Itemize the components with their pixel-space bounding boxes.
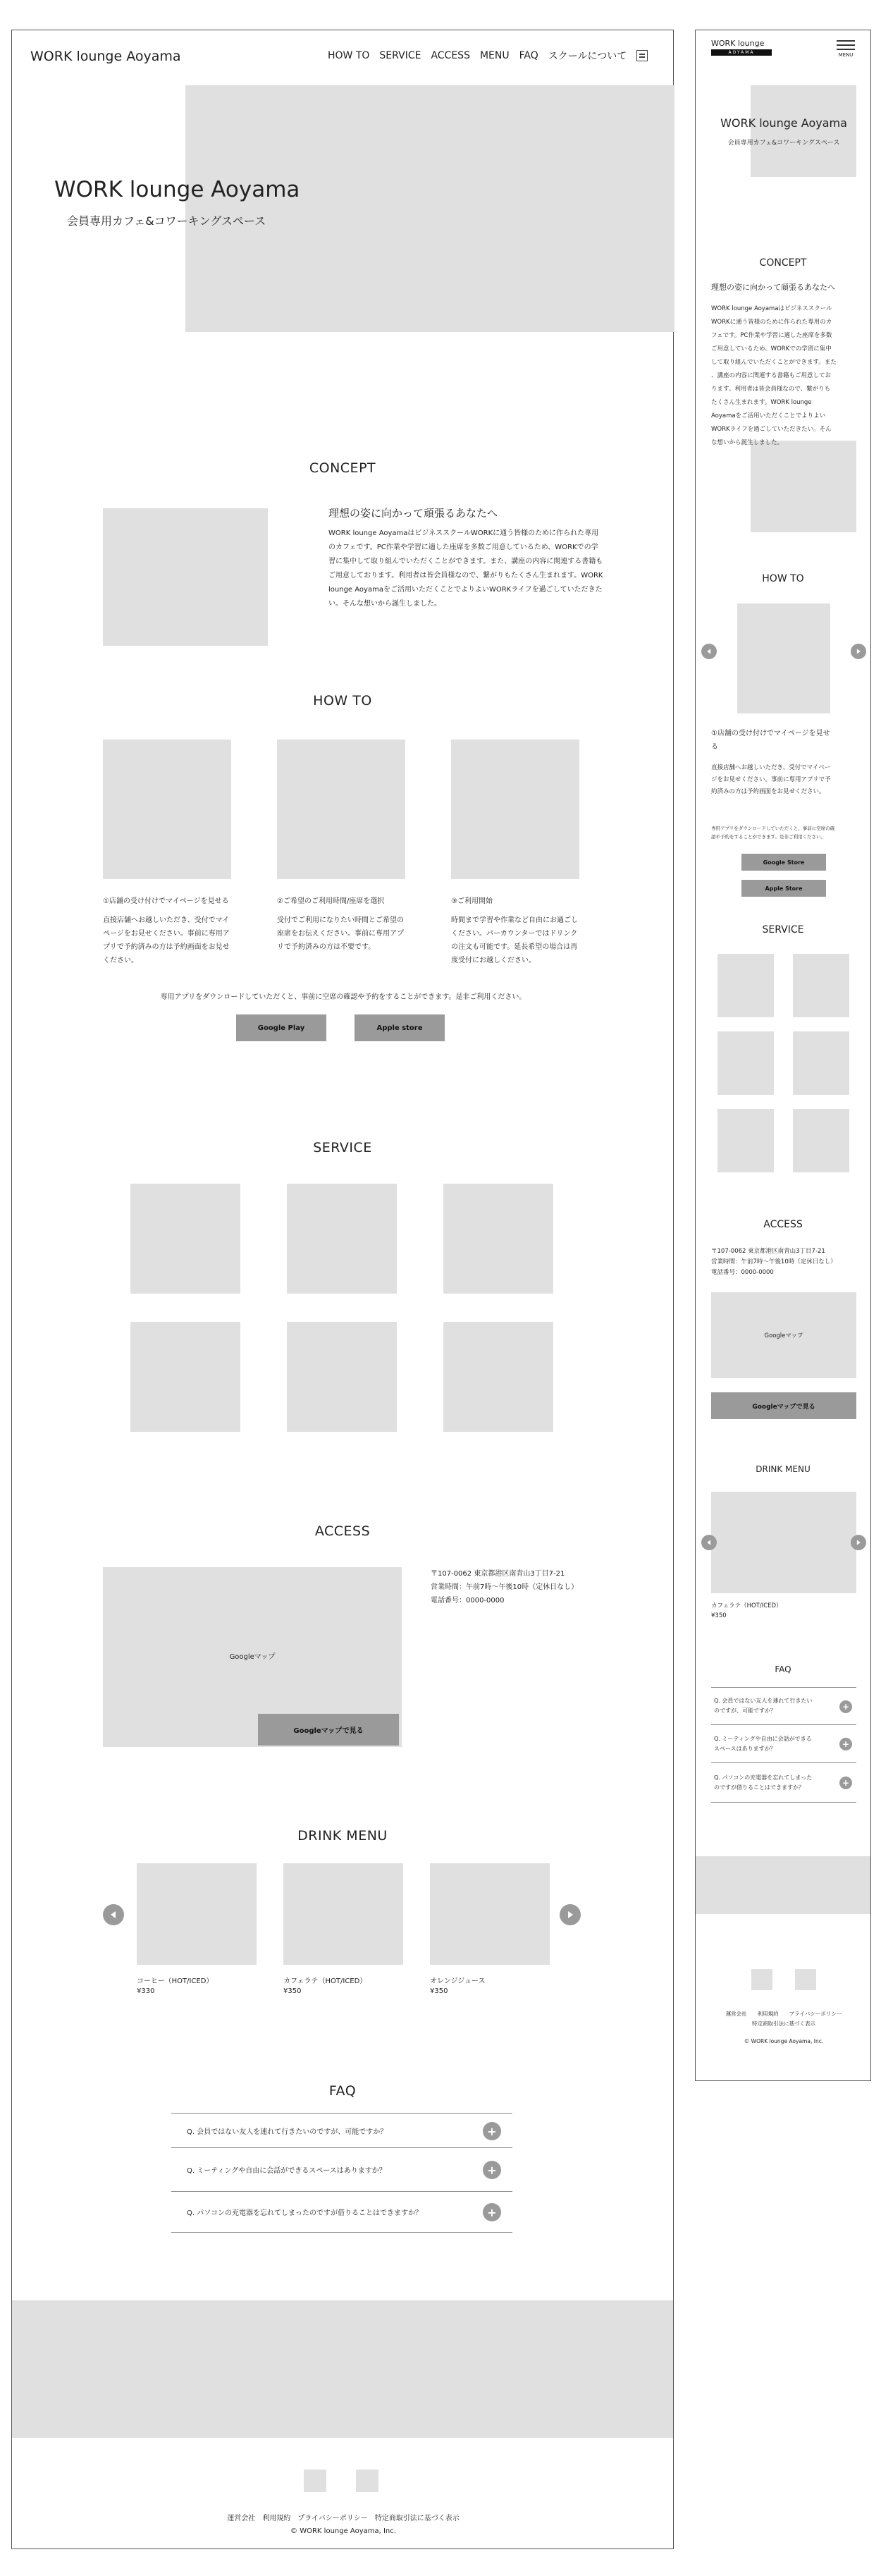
mobile-app-note-line: 専用アプリをダウンロードしていただくと、事前に空席の確	[711, 826, 835, 831]
mobile-concept-line: 、講座の内容に関連する書籍もご用意してお	[711, 372, 832, 379]
plus-icon[interactable]: +	[839, 1777, 852, 1789]
service-tile-2	[287, 1184, 397, 1294]
mobile-faq-line: Q. 会員ではない友人を連れて行きたい	[714, 1698, 813, 1704]
mobile-concept-line: たくさん生まれます。WORK lounge	[711, 399, 812, 406]
mobile-concept-line: WORK lounge Aoyamaはビジネススクール	[711, 305, 832, 312]
footer-copyright: © WORK lounge Aoyama, Inc.	[290, 2527, 396, 2535]
mobile-apple-store-button[interactable]: Apple Store	[741, 880, 826, 897]
drink-price-2: ¥350	[283, 1987, 302, 1995]
service-heading: SERVICE	[313, 1140, 372, 1155]
hamburger-menu-button[interactable]	[834, 40, 858, 66]
howto-step-title-2: ②ご希望のご利用時間/座席を選択	[277, 897, 385, 905]
mobile-concept-body	[711, 302, 862, 450]
chevron-right-icon	[565, 1910, 575, 1920]
drink-image-1	[137, 1863, 257, 1965]
menu-label: MENU	[838, 52, 854, 58]
drink-price-1: ¥330	[137, 1987, 155, 1995]
mobile-service-tile-6	[793, 1109, 849, 1172]
plus-icon[interactable]: +	[483, 2203, 501, 2221]
plus-icon[interactable]: +	[839, 1738, 852, 1750]
mobile-concept-image	[751, 441, 856, 532]
howto-step-body-3: 時間まで学習や作業など自由にお過ごしください。パーカウンターではドリンクの注文も可能です。延長希望の場合は再度受付にお越しください。	[451, 916, 578, 964]
mobile-logo[interactable]	[711, 39, 772, 56]
mobile-service-tile-5	[717, 1109, 774, 1172]
access-phone: 電話番号：0000-0000	[431, 1597, 505, 1605]
google-play-button[interactable]: Google Play	[236, 1014, 326, 1041]
mobile-footer-copyright: © WORK lounge Aoyama, Inc.	[744, 2038, 824, 2044]
mobile-howto-body-line: 約済みの方は予約画面をお見せください。	[711, 788, 825, 795]
mobile-logo-text: WORK lounge	[711, 39, 765, 48]
mobile-logo-sub: AOYAMA	[711, 49, 772, 56]
mobile-footer-banner	[696, 1856, 870, 1914]
mobile-howto-prev[interactable]	[701, 644, 717, 659]
apple-store-button[interactable]: Apple store	[355, 1014, 445, 1041]
mobile-drink-next[interactable]	[851, 1535, 866, 1550]
drink-next-button[interactable]	[560, 1904, 581, 1925]
desktop-nav	[328, 49, 648, 63]
mobile-access-address: 〒107-0062 東京都港区南青山3丁目7-21	[711, 1248, 825, 1255]
mobile-map-button[interactable]: Googleマップで見る	[711, 1392, 856, 1419]
drink-prev-button[interactable]	[103, 1904, 124, 1925]
mobile-howto-body-line: 直接店舗へお越しいただき、受付でマイペー	[711, 764, 831, 771]
faq-item-3[interactable]	[171, 2192, 512, 2233]
howto-image-2	[277, 740, 405, 879]
howto-step-body-1: 直接店舗へお越しいただき、受付でマイページをお見せください。事前に専用アプリで予約済みの方は予約画面をお見せください。	[103, 916, 230, 964]
mobile-access-heading: ACCESS	[763, 1219, 803, 1230]
footer-banner	[12, 2300, 673, 2438]
mobile-page	[695, 30, 871, 2081]
mobile-concept-line: WORKに通う皆様のために作られた専用のカ	[711, 319, 832, 326]
app-note: 専用アプリをダウンロードしていただくと、事前に空席の確認や予約をすることができます。是非ご利用ください。	[160, 993, 526, 1001]
mobile-google-map[interactable]	[711, 1292, 856, 1378]
plus-icon[interactable]: +	[839, 1700, 852, 1713]
mobile-drink-image	[711, 1492, 856, 1593]
nav-howto[interactable]: HOW TO	[328, 50, 370, 61]
mobile-hero-title: WORK lounge Aoyama	[720, 116, 847, 130]
desktop-logo[interactable]: WORK lounge Aoyama	[30, 49, 181, 64]
concept-image	[103, 508, 268, 646]
hero-title: WORK lounge Aoyama	[54, 177, 300, 202]
drink-image-3	[430, 1863, 550, 1965]
mobile-access-hours: 営業時間：午前7時〜午後10時（定休日なし）	[711, 1258, 837, 1265]
mobile-concept-line: フェです。PC作業や学習に適した座席を多数	[711, 332, 832, 339]
mobile-hero-subtitle: 会員専用カフェ&コワーキングスペース	[727, 140, 840, 147]
concept-heading: CONCEPT	[309, 460, 376, 476]
mobile-faq-line: Q. パソコンの充電器を忘れてしまった	[714, 1774, 813, 1781]
mobile-service-heading: SERVICE	[762, 924, 804, 936]
nav-access[interactable]: ACCESS	[431, 50, 470, 61]
mobile-access-phone: 電話番号：0000-0000	[711, 1269, 774, 1276]
howto-step-title-3: ③ご利用開始	[451, 897, 493, 905]
mobile-drink-name: カフェラテ（HOT/ICED）	[711, 1602, 782, 1609]
chevron-left-icon	[706, 648, 713, 655]
drink-image-2	[283, 1863, 403, 1965]
faq-item-2[interactable]	[171, 2148, 512, 2192]
mobile-howto-next[interactable]	[851, 644, 866, 659]
footer-icon-1[interactable]	[304, 2470, 326, 2492]
mobile-google-store-button[interactable]: Google Store	[741, 854, 826, 871]
mobile-concept-title: 理想の姿に向かって頑張るあなたへ	[711, 283, 835, 292]
mobile-drink-prev[interactable]	[701, 1535, 717, 1550]
mobile-footer-links-2[interactable]: 特定商取引法に基づく表示	[752, 2020, 815, 2027]
map-label: Googleマップ	[229, 1653, 276, 1661]
mobile-drink-heading: DRINK MENU	[756, 1464, 811, 1474]
mobile-faq-line: のですが借りることはできますか？	[714, 1784, 804, 1791]
chevron-right-icon	[855, 1539, 862, 1546]
chevron-left-icon	[109, 1910, 118, 1920]
howto-step-title-1: ①店舗の受け付けでマイページを見せる	[103, 897, 229, 905]
mobile-app-note	[711, 824, 834, 841]
mobile-howto-body-line: ジをお見せください。事前に専用アプリで予	[711, 776, 831, 783]
hamburger-icon	[837, 40, 855, 50]
service-tile-3	[443, 1184, 553, 1294]
chevron-left-icon	[706, 1539, 713, 1546]
hero-subtitle: 会員専用カフェ&コワーキングスペース	[67, 214, 266, 228]
mobile-hero-image	[751, 85, 856, 177]
mobile-faq-question-3	[714, 1773, 812, 1793]
mobile-map-label: Googleマップ	[764, 1332, 803, 1339]
mobile-faq-item-1[interactable]	[711, 1687, 856, 1725]
nav-school[interactable]: スクールについて	[548, 51, 627, 62]
mobile-footer-icon-2[interactable]	[795, 1969, 816, 1990]
mobile-concept-line: WORKライフを過ごしていただきたい。そん	[711, 426, 832, 433]
hero-image	[185, 85, 674, 332]
mobile-faq-item-3[interactable]	[711, 1763, 856, 1803]
howto-image-1	[103, 740, 231, 879]
faq-question-3: Q. パソコンの充電器を忘れてしまったのですが借りることはできますか？	[187, 2209, 423, 2217]
mobile-service-tile-3	[717, 1031, 774, 1095]
mobile-footer-icon-1[interactable]	[751, 1969, 772, 1990]
plus-icon[interactable]: +	[483, 2122, 501, 2140]
mobile-faq-line: Q. ミーティングや自由に会話ができる	[714, 1735, 812, 1742]
mobile-faq-line: のですが、可能ですか？	[714, 1707, 776, 1714]
drink-name-3: オレンジジュース	[430, 1977, 486, 1985]
service-tile-1	[130, 1184, 240, 1294]
mobile-concept-line: な想いから誕生しました。	[711, 439, 784, 446]
mobile-concept-line: して取り組んでいただくことができます。また	[711, 359, 837, 366]
mobile-concept-line: ご用意しているため、WORKでの学習に集中	[711, 345, 832, 352]
mobile-howto-heading: HOW TO	[762, 573, 804, 584]
faq-item-1[interactable]	[171, 2113, 512, 2148]
google-map[interactable]	[103, 1567, 402, 1747]
howto-image-3	[451, 740, 579, 879]
access-heading: ACCESS	[314, 1523, 371, 1539]
map-button[interactable]: Googleマップで見る	[258, 1714, 399, 1746]
mobile-drink-price: ¥350	[711, 1612, 727, 1619]
mobile-howto-image	[737, 603, 830, 713]
mobile-service-tile-1	[717, 954, 774, 1017]
drink-price-3: ¥350	[430, 1987, 448, 1995]
access-hours: 営業時間：午前7時〜午後10時（定休日なし）	[431, 1583, 579, 1591]
mobile-faq-item-2[interactable]	[711, 1725, 856, 1763]
plus-icon[interactable]: +	[483, 2161, 501, 2179]
chevron-right-icon	[855, 648, 862, 655]
mobile-faq-line: スペースはありますか？	[714, 1745, 776, 1752]
access-address: 〒107-0062 東京都港区南青山3丁目7-21	[431, 1570, 565, 1578]
mobile-howto-title-line: る	[711, 743, 718, 751]
nav-faq[interactable]: FAQ	[519, 50, 538, 61]
howto-step-body-2: 受付でご利用になりたい時間とご希望の座席をお伝えください。事前に専用アプリで予約済みの方は不要です。	[277, 916, 404, 951]
service-tile-5	[287, 1322, 397, 1432]
nav-service[interactable]: SERVICE	[379, 50, 421, 61]
howto-heading: HOW TO	[313, 693, 372, 709]
drink-name-1: コーヒー（HOT/ICED）	[137, 1977, 214, 1985]
mobile-service-tile-2	[793, 954, 849, 1017]
mobile-concept-heading: CONCEPT	[759, 257, 807, 269]
mobile-faq-question-1	[714, 1696, 812, 1716]
faq-question-2: Q. ミーティングや自由に会話ができるスペースはありますか？	[187, 2167, 386, 2175]
drink-heading: DRINK MENU	[297, 1828, 388, 1844]
faq-question-1: Q. 会員ではない友人を連れて行きたいのですが、可能ですか？	[187, 2128, 388, 2136]
external-link-icon[interactable]	[636, 50, 648, 61]
mobile-faq-heading: FAQ	[775, 1664, 791, 1674]
mobile-faq-question-2	[714, 1734, 812, 1754]
nav-menu[interactable]: MENU	[479, 50, 510, 61]
mobile-howto-body	[711, 762, 831, 798]
service-tile-4	[130, 1322, 240, 1432]
footer-links[interactable]: 運営会社 利用規約 プライバシーポリシー 特定商取引法に基づく表示	[227, 2515, 460, 2522]
desktop-page	[11, 30, 674, 2549]
service-tile-6	[443, 1322, 553, 1432]
mobile-howto-title-line: ①店舗の受け付けでマイページを見せ	[711, 730, 830, 737]
concept-body: WORK lounge AoyamaはビジネススクールWORKに通う皆様のために作られた専用のカフェです。PC作業や学習に適した座席を多数ご用意しているため、WORKでの学習に集中して取り組んでいただくことができます。また、講座の内容に関連する書籍もご用意しております。利用者は皆会員様なので、繋がりもたくさん生まれます。WORK lounge Aoyamaをご活用いただくことでよりよいWORKライフを過ごしていただきたい。そんな想いから誕生しました。	[328, 529, 603, 608]
drink-name-2: カフェラテ（HOT/ICED）	[283, 1977, 367, 1985]
footer-icon-2[interactable]	[356, 2470, 378, 2492]
mobile-concept-line: Aoyamaをご活用いただくことでよりよい	[711, 412, 826, 419]
mobile-howto-title	[711, 727, 830, 754]
concept-title: 理想の姿に向かって頑張るあなたへ	[328, 507, 498, 520]
mobile-service-tile-4	[793, 1031, 849, 1095]
faq-heading: FAQ	[328, 2083, 357, 2099]
mobile-concept-line: ります。利用者は皆会員様なので、繋がりも	[711, 386, 831, 393]
mobile-app-note-line: 認や予約をすることができます。是非ご利用ください。	[711, 834, 825, 840]
mobile-footer-links-1[interactable]: 運営会社 利用規約 プライバシーポリシー	[725, 2011, 842, 2017]
